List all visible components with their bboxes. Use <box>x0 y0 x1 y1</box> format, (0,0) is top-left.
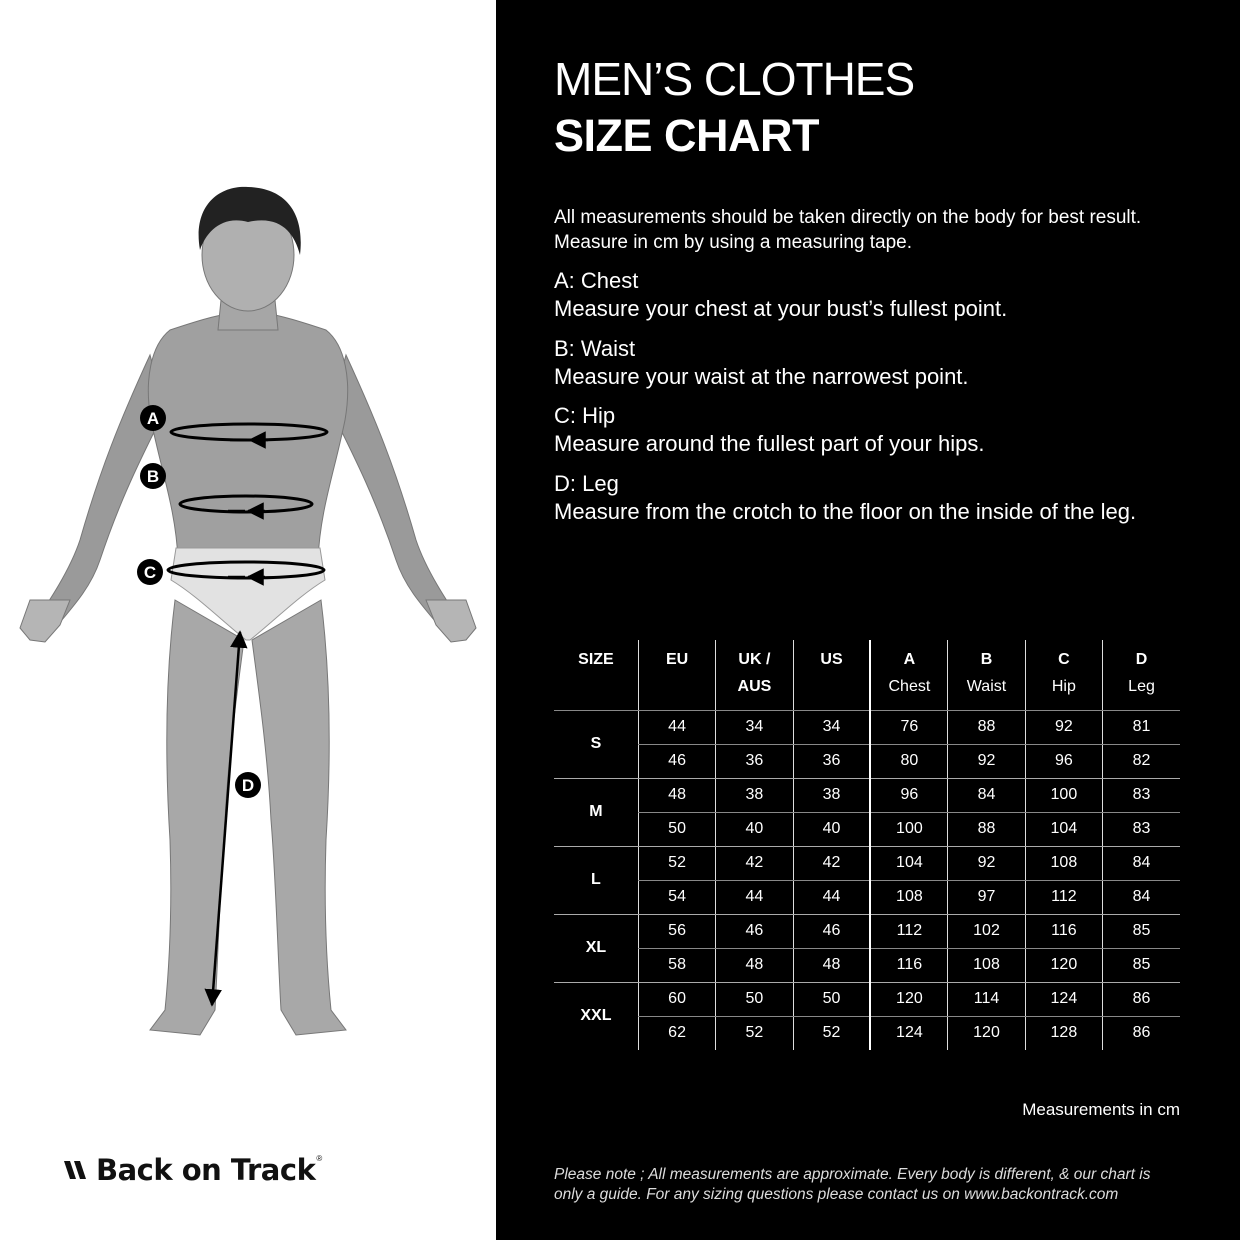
table-row <box>554 710 1180 744</box>
table-cell: 96 <box>870 778 947 812</box>
page-title-line2: SIZE CHART <box>554 110 819 161</box>
measure-leg-text: Measure from the crotch to the floor on the inside of the leg. <box>554 499 1137 524</box>
table-cell: 34 <box>716 710 793 744</box>
table-cell: 42 <box>716 846 793 880</box>
table-cell: 120 <box>1025 948 1102 982</box>
brand-registered-mark: ® <box>316 1153 323 1163</box>
table-cell: 62 <box>638 1016 715 1050</box>
table-row <box>554 948 1180 982</box>
table-cell: 76 <box>870 710 947 744</box>
table-cell: 92 <box>948 744 1025 778</box>
table-cell: 60 <box>638 982 715 1016</box>
size-label: L <box>554 846 638 914</box>
header-uk-aus: UK / AUS <box>716 640 793 710</box>
size-label: XL <box>554 914 638 982</box>
table-row <box>554 880 1180 914</box>
table-row <box>554 778 1180 812</box>
header-hip: C Hip <box>1025 640 1102 710</box>
brand-logo <box>62 1150 322 1190</box>
measure-waist-text: Measure your waist at the narrowest point. <box>554 364 969 389</box>
measure-leg <box>554 470 1214 526</box>
table-cell: 86 <box>1103 982 1180 1016</box>
size-table-body <box>554 710 1180 1050</box>
table-cell: 84 <box>948 778 1025 812</box>
brand-name: Back on Track <box>96 1153 316 1187</box>
table-cell: 112 <box>1025 880 1102 914</box>
table-cell: 52 <box>793 1016 870 1050</box>
table-cell: 92 <box>948 846 1025 880</box>
measure-hip-text: Measure around the fullest part of your hips. <box>554 431 985 456</box>
table-cell: 83 <box>1103 778 1180 812</box>
table-row <box>554 846 1180 880</box>
table-cell: 44 <box>793 880 870 914</box>
table-row <box>554 914 1180 948</box>
label-a-marker <box>140 405 166 431</box>
header-eu: EU <box>638 640 715 710</box>
measure-leg-title: D: Leg <box>554 471 619 496</box>
table-row <box>554 812 1180 846</box>
table-cell: 120 <box>870 982 947 1016</box>
page-title-line1: MEN’S CLOTHES <box>554 53 915 105</box>
table-cell: 84 <box>1103 846 1180 880</box>
measure-hip <box>554 402 1214 458</box>
svg-text:B: B <box>146 467 160 486</box>
table-cell: 54 <box>638 880 715 914</box>
table-cell: 82 <box>1103 744 1180 778</box>
table-cell: 44 <box>716 880 793 914</box>
table-cell: 88 <box>948 812 1025 846</box>
body-figure-illustration <box>0 160 496 1060</box>
table-cell: 97 <box>948 880 1025 914</box>
header-waist: B Waist <box>948 640 1025 710</box>
label-d-marker <box>235 772 261 798</box>
table-cell: 48 <box>716 948 793 982</box>
table-cell: 38 <box>793 778 870 812</box>
table-cell: 104 <box>1025 812 1102 846</box>
table-row <box>554 744 1180 778</box>
table-cell: 80 <box>870 744 947 778</box>
table-cell: 92 <box>1025 710 1102 744</box>
brand-mark-icon <box>62 1157 94 1183</box>
info-panel <box>496 0 1240 1240</box>
header-us: US <box>793 640 870 710</box>
table-cell: 102 <box>948 914 1025 948</box>
measure-hip-title: C: Hip <box>554 403 616 428</box>
label-b-marker <box>140 463 166 489</box>
table-cell: 116 <box>870 948 947 982</box>
table-cell: 44 <box>638 710 715 744</box>
svg-text:D: D <box>241 776 255 795</box>
table-cell: 40 <box>716 812 793 846</box>
size-label: XXL <box>580 1007 612 1025</box>
size-label: M <box>554 778 638 846</box>
table-row <box>554 982 1180 1016</box>
table-cell: 50 <box>638 812 715 846</box>
table-cell: 86 <box>1103 1016 1180 1050</box>
table-cell: 100 <box>870 812 947 846</box>
table-cell: 50 <box>716 982 793 1016</box>
table-cell: 108 <box>1025 846 1102 880</box>
label-c-marker <box>137 559 163 585</box>
table-cell: 36 <box>716 744 793 778</box>
table-cell: 100 <box>1025 778 1102 812</box>
table-cell: 128 <box>1025 1016 1102 1050</box>
svg-text:C: C <box>143 563 157 582</box>
table-cell: 85 <box>1103 914 1180 948</box>
table-cell: 85 <box>1103 948 1180 982</box>
table-cell: 58 <box>638 948 715 982</box>
table-cell: 81 <box>1103 710 1180 744</box>
table-cell: 124 <box>870 1016 947 1050</box>
measure-chest <box>554 267 1214 323</box>
svg-text:A: A <box>146 409 160 428</box>
table-cell: 88 <box>948 710 1025 744</box>
units-note: Measurements in cm <box>1022 1100 1180 1119</box>
table-cell: 56 <box>638 914 715 948</box>
measure-waist <box>554 335 1214 391</box>
table-cell: 48 <box>638 778 715 812</box>
table-cell: 40 <box>793 812 870 846</box>
table-cell: 96 <box>1025 744 1102 778</box>
disclaimer-note: Please note ; All measurements are approximate. Every body is different, & our chart is only a guide. For any sizing questions please contact us on www.backontrack.com <box>554 1166 1151 1203</box>
intro-text: All measurements should be taken directly on the body for best result. Measure in cm by using a measuring tape. <box>554 207 1142 253</box>
measure-chest-text: Measure your chest at your bust’s fullest point. <box>554 296 1008 321</box>
table-cell: 108 <box>870 880 947 914</box>
table-cell: 108 <box>948 948 1025 982</box>
table-cell: 42 <box>793 846 870 880</box>
illustration-panel <box>0 0 496 1240</box>
table-cell: 46 <box>716 914 793 948</box>
header-leg: D Leg <box>1103 640 1180 710</box>
table-cell: 38 <box>716 778 793 812</box>
size-table <box>554 640 1180 1050</box>
header-size: SIZE <box>554 640 638 710</box>
table-cell: 52 <box>638 846 715 880</box>
measure-chest-title: A: Chest <box>554 268 639 293</box>
table-cell: 116 <box>1025 914 1102 948</box>
table-cell: 124 <box>1025 982 1102 1016</box>
table-cell: 120 <box>948 1016 1025 1050</box>
table-cell: 46 <box>638 744 715 778</box>
table-cell: 34 <box>793 710 870 744</box>
table-cell: 114 <box>948 982 1025 1016</box>
table-cell: 112 <box>870 914 947 948</box>
table-cell: 104 <box>870 846 947 880</box>
table-cell: 83 <box>1103 812 1180 846</box>
measure-waist-title: B: Waist <box>554 336 636 361</box>
table-cell: 48 <box>793 948 870 982</box>
table-cell: 52 <box>716 1016 793 1050</box>
header-chest: A Chest <box>870 640 947 710</box>
size-label: S <box>554 710 638 778</box>
table-row <box>554 1016 1180 1050</box>
table-cell: 84 <box>1103 880 1180 914</box>
table-cell: 36 <box>793 744 870 778</box>
table-cell: 50 <box>793 982 870 1016</box>
table-header-row <box>554 640 1180 710</box>
table-cell: 46 <box>793 914 870 948</box>
